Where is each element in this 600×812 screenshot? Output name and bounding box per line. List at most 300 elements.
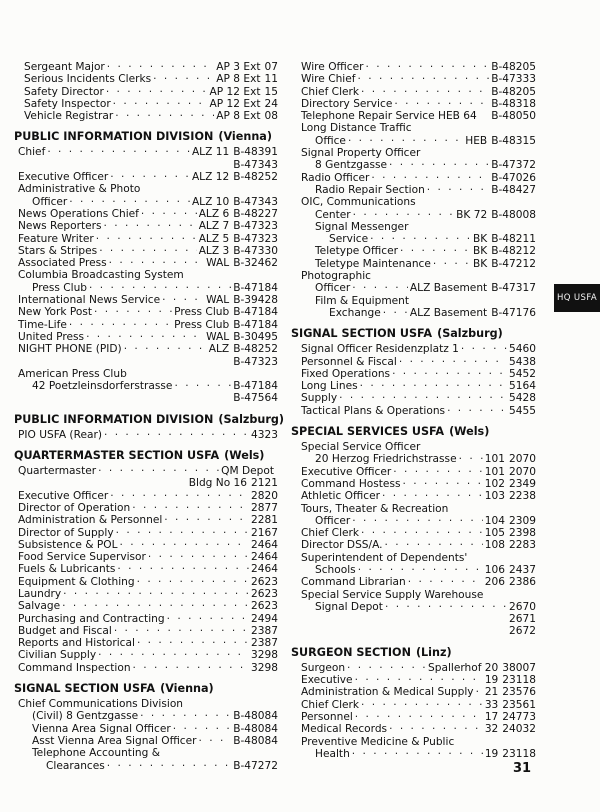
directory-entry (14, 171, 278, 183)
directory-entry (291, 576, 536, 588)
entry-label: Columbia Broadcasting System (18, 269, 184, 282)
dot-leader (115, 110, 214, 122)
entry-number: B-47317 (491, 282, 536, 295)
entry-number: 11 (264, 73, 278, 86)
directory-entry (14, 98, 278, 110)
section-heading (291, 647, 536, 662)
entry-number: B-47330 (233, 244, 278, 257)
entry-location: BK (472, 257, 488, 270)
directory-entry (14, 257, 278, 269)
directory-entry (14, 710, 278, 722)
dot-leader (361, 527, 483, 539)
entry-location: ALZ 6 (198, 207, 230, 220)
entry-label: (Civil) 8 Gentzgasse (32, 710, 139, 723)
entry-label: Teletype Officer (315, 245, 398, 258)
section-title: PUBLIC INFORMATION DIVISION (14, 412, 214, 426)
directory-entry (14, 282, 278, 294)
entry-label: Chief Clerk (301, 698, 360, 711)
entry-number: 23561 (502, 698, 536, 711)
entry-number: 4323 (251, 428, 278, 441)
entry-number: 5455 (509, 404, 536, 417)
directory-entry (291, 392, 536, 404)
dot-leader (385, 539, 483, 551)
entry-location: QM Depot (221, 465, 274, 478)
entry-label: News Operations Chief (18, 207, 139, 220)
entry-location: 101 (484, 465, 506, 478)
section-location: (Wels) (449, 425, 490, 439)
entry-number: 5164 (509, 380, 536, 393)
entry-number: 08 (264, 110, 278, 123)
dot-leader (393, 466, 483, 478)
entry-location: Bldg No 16 (188, 477, 248, 490)
entry-number: B-47323 (233, 232, 278, 245)
directory-entry (14, 600, 278, 612)
dot-leader (361, 86, 489, 98)
directory-entry (14, 723, 278, 735)
entry-location: 102 (484, 477, 506, 490)
entry-number: 23576 (502, 686, 536, 699)
entry-number: B-48252 (233, 343, 278, 356)
section-title: SPECIAL SERVICES USFA (291, 425, 445, 439)
dot-leader (348, 135, 463, 147)
dot-leader (96, 233, 197, 245)
dot-leader (358, 564, 483, 576)
directory-entry (291, 490, 536, 502)
section-tab-label: HQ USFA (556, 292, 598, 303)
entry-label: Executive Officer (18, 171, 109, 184)
entry-location: 21 (484, 686, 499, 699)
entry-label: Signal Officer Residenzplatz 1 (301, 343, 459, 356)
directory-entry (291, 61, 536, 73)
directory-entry (291, 723, 536, 735)
entry-number: 2623 (251, 587, 278, 600)
directory-entry (291, 539, 536, 551)
directory-entry (291, 245, 536, 257)
section-location: (Vienna) (218, 130, 272, 144)
entry-label: Special Service Supply Warehouse (301, 588, 484, 601)
entry-number: B-48211 (491, 233, 536, 246)
directory-entry (291, 625, 536, 637)
directory-entry (14, 637, 278, 649)
directory-entry (14, 698, 278, 710)
directory-entry (291, 98, 536, 110)
directory-entry (14, 319, 278, 331)
dot-leader (167, 613, 249, 625)
directory-entry (291, 159, 536, 171)
page-number: 31 (513, 761, 532, 776)
entry-label: Asst Vienna Area Signal Officer (32, 734, 197, 747)
entry-label: Associated Press (18, 257, 107, 270)
entry-label: Telephone Repair Service HEB 64 (301, 110, 477, 123)
entry-label: New York Post (18, 306, 93, 319)
entry-label: Feature Writer (18, 232, 94, 245)
entry-number: B-48050 (491, 110, 536, 123)
entry-number: B-48084 (233, 734, 278, 747)
directory-entry (291, 356, 536, 368)
directory-entry (291, 233, 536, 245)
directory-entry (291, 270, 536, 282)
directory-entry (291, 282, 536, 294)
directory-entry (14, 159, 278, 171)
section-heading (291, 328, 536, 343)
entry-number: 2464 (251, 551, 278, 564)
directory-entry (14, 269, 278, 281)
entry-number: 2623 (251, 600, 278, 613)
entry-number: B-48212 (491, 245, 536, 258)
entry-number: B-48318 (491, 97, 536, 110)
directory-entry (291, 478, 536, 490)
section-heading (14, 412, 285, 429)
directory-entry (291, 307, 536, 319)
entry-label: Quartermaster (18, 465, 97, 478)
entry-number: B-48205 (491, 61, 536, 73)
dot-leader (116, 527, 249, 539)
entry-number: 23118 (502, 747, 536, 760)
directory-entry (14, 183, 278, 195)
section-heading (14, 683, 278, 698)
entry-number: 2121 (251, 477, 278, 490)
dot-leader (89, 282, 231, 294)
directory-entry (291, 601, 536, 613)
entry-label: Command Hostess (301, 477, 401, 490)
directory-entry (14, 527, 278, 539)
dot-leader (98, 649, 249, 661)
directory-entry (291, 405, 536, 417)
entry-number: B-47184 (233, 318, 278, 331)
entry-number: 07 (264, 61, 278, 73)
entry-label: Sergeant Major (24, 61, 105, 73)
entry-number: B-47272 (233, 759, 278, 772)
entry-number: B-48315 (491, 134, 536, 147)
directory-entry (14, 220, 278, 232)
directory-entry (14, 61, 278, 73)
entry-number: 2398 (509, 527, 536, 540)
entry-number: B-47176 (491, 306, 536, 319)
entry-label: 42 Poetzleinsdorferstrasse (32, 380, 173, 393)
directory-entry (291, 147, 536, 159)
directory-entry (291, 135, 536, 147)
entry-label: United Press (18, 330, 85, 343)
entry-number: 15 (264, 85, 278, 98)
directory-entry (14, 539, 278, 551)
entry-label: Administration & Medical Supply (301, 686, 474, 699)
entry-location: WAL (206, 294, 230, 307)
entry-label: Center (315, 208, 351, 221)
directory-entry (291, 110, 536, 122)
dot-leader (459, 453, 483, 465)
entry-location: ALZ 3 (198, 244, 230, 257)
directory-entry (291, 184, 536, 196)
dot-leader (120, 539, 250, 551)
dot-leader (69, 196, 190, 208)
entry-label: Officer (315, 514, 351, 527)
dot-leader (339, 392, 507, 404)
dot-leader (360, 380, 507, 392)
entry-number: B-47564 (233, 392, 278, 405)
entry-number: B-48008 (491, 208, 536, 221)
directory-entry (291, 221, 536, 233)
entry-number: B-48427 (491, 183, 536, 196)
entry-label: Surgeon (301, 661, 346, 674)
entry-label: Safety Inspector (24, 97, 111, 110)
directory-entry (14, 662, 278, 674)
entry-number: 2167 (251, 526, 278, 539)
entry-location: Press Club (174, 318, 230, 331)
entry-location: Press Club (174, 306, 230, 319)
dot-leader (353, 209, 454, 221)
entry-label: Time-Life (18, 318, 67, 331)
entry-number: 2877 (251, 501, 278, 514)
entry-number: B-47184 (233, 281, 278, 294)
entry-number: 2671 (509, 613, 536, 626)
directory-entry (14, 613, 278, 625)
dot-leader (347, 662, 426, 674)
directory-entry (291, 515, 536, 527)
entry-number: 5438 (509, 355, 536, 368)
entry-label: Administrative & Photo (18, 183, 141, 196)
directory-entry (14, 368, 278, 380)
entry-label: Superintendent of Dependents' (301, 551, 468, 564)
dot-leader (433, 258, 471, 270)
directory-entry (14, 233, 278, 245)
entry-number: 5452 (509, 367, 536, 380)
entry-label: Personnel & Fiscal (301, 355, 397, 368)
dot-leader (124, 343, 207, 355)
entry-number: B-47184 (233, 380, 278, 393)
directory-entry (14, 625, 278, 637)
entry-number: 2387 (251, 624, 278, 637)
dot-leader (199, 735, 232, 747)
entry-number: 2283 (509, 539, 536, 552)
dot-leader (110, 490, 249, 502)
left-column (14, 61, 285, 772)
directory-entry (14, 477, 278, 489)
entry-location: 206 (484, 576, 506, 589)
entry-location: AP 12 Ext (209, 97, 261, 110)
entry-label: American Press Club (18, 367, 127, 380)
entry-label: Officer (32, 195, 68, 208)
section-location: (Linz) (415, 645, 452, 659)
entry-location: 108 (484, 539, 506, 552)
entry-label: Special Service Officer (301, 441, 421, 454)
entry-label: Radio Repair Section (315, 183, 425, 196)
entry-label: OIC, Communications (301, 196, 416, 209)
entry-label: Long Distance Traffic (301, 122, 412, 135)
entry-label: Officer (315, 282, 351, 295)
entry-number: 2820 (251, 489, 278, 502)
entry-location: ALZ 12 (191, 171, 230, 184)
dot-leader (394, 98, 489, 110)
right-column (291, 61, 536, 760)
entry-label: Subsistence & POL (18, 538, 118, 551)
dot-leader (69, 319, 172, 331)
entry-label: Film & Equipment (315, 294, 410, 307)
entry-location: 103 (484, 490, 506, 503)
entry-label: Food Service Supervisor (18, 551, 146, 564)
entry-label: Serious Incidents Clerks (24, 73, 152, 86)
directory-entry (291, 736, 536, 748)
dot-leader (94, 306, 172, 318)
section-heading (14, 131, 278, 146)
dot-leader (382, 490, 483, 502)
directory-entry (291, 196, 536, 208)
entry-number: 24773 (502, 710, 536, 723)
entry-label: Reports and Historical (18, 637, 135, 650)
dot-leader (352, 282, 408, 294)
entry-number: 2070 (509, 453, 536, 466)
dot-leader (370, 233, 471, 245)
directory-entry (291, 466, 536, 478)
entry-number: 23118 (502, 674, 536, 687)
entry-label: International News Service (18, 294, 161, 307)
entry-number: 2464 (251, 563, 278, 576)
entry-label: Safety Director (24, 85, 104, 98)
dot-leader (352, 515, 483, 527)
entry-location: ALZ 5 (198, 232, 230, 245)
directory-entry (14, 356, 278, 368)
entry-label: Press Club (32, 281, 88, 294)
entry-label: Command Librarian (301, 576, 406, 589)
directory-entry (291, 686, 536, 698)
entry-number: B-48252 (233, 171, 278, 184)
entry-label: Directory Service (301, 97, 393, 110)
dot-leader (109, 257, 204, 269)
dot-leader (63, 588, 249, 600)
entry-label: Photographic (301, 270, 371, 283)
entry-number: 2464 (251, 538, 278, 551)
entry-number: 2309 (509, 514, 536, 527)
entry-label: Director DSS/A. (301, 539, 383, 552)
entry-number: B-47323 (233, 355, 278, 368)
entry-label: PIO USFA (Rear) (18, 428, 102, 441)
entry-number: 38007 (502, 661, 536, 674)
directory-entry (14, 649, 278, 661)
entry-label: Chief Clerk (301, 85, 360, 98)
entry-number: B-47184 (233, 306, 278, 319)
directory-entry (14, 502, 278, 514)
dot-leader (110, 171, 190, 183)
dot-leader (98, 465, 219, 477)
entry-label: Executive Officer (18, 489, 109, 502)
directory-entry (291, 380, 536, 392)
entry-number: B-47212 (491, 257, 536, 270)
directory-entry (14, 208, 278, 220)
entry-label: 8 Gentzgasse (315, 159, 388, 172)
dot-leader (104, 429, 249, 441)
entry-label: Civilian Supply (18, 649, 97, 662)
dot-leader (371, 172, 489, 184)
directory-entry (14, 551, 278, 563)
directory-entry (291, 295, 536, 307)
directory-entry (14, 514, 278, 526)
section-title: SURGEON SECTION (291, 645, 411, 659)
entry-number: B-32462 (233, 257, 278, 270)
entry-label: Director of Supply (18, 526, 114, 539)
entry-location: AP 8 Ext (216, 73, 261, 86)
directory-entry (14, 429, 278, 441)
entry-label: Wire Officer (301, 61, 364, 73)
section-heading (14, 450, 278, 465)
directory-entry (14, 760, 278, 772)
entry-number: 2349 (509, 477, 536, 490)
dot-leader (99, 245, 197, 257)
entry-number: B-48084 (233, 710, 278, 723)
entry-label: Executive Officer (301, 465, 392, 478)
dot-leader (148, 551, 249, 563)
entry-label: Vienna Area Signal Officer (32, 722, 171, 735)
directory-entry (291, 613, 536, 625)
section-title: SIGNAL SECTION USFA (14, 682, 156, 696)
entry-number: B-48205 (491, 85, 536, 98)
dot-leader (447, 405, 507, 417)
dot-leader (86, 331, 204, 343)
entry-number: B-47372 (491, 159, 536, 172)
entry-label: Fuels & Lubricants (18, 563, 116, 576)
entry-location: 17 (484, 710, 499, 723)
entry-location: BK 72 (456, 208, 488, 221)
dot-leader (389, 159, 489, 171)
directory-entry (14, 73, 278, 85)
entry-number: B-48227 (233, 207, 278, 220)
entry-number: B-47323 (233, 220, 278, 233)
entry-location: ALZ (208, 343, 230, 356)
entry-label: Clearances (46, 759, 105, 772)
section-title: SIGNAL SECTION USFA (291, 327, 433, 341)
entry-number: 2437 (509, 563, 536, 576)
directory-entry (14, 747, 278, 759)
entry-label: Executive (301, 674, 353, 687)
directory-entry (291, 209, 536, 221)
entry-number: 2281 (251, 514, 278, 527)
directory-entry (291, 748, 536, 760)
entry-number: 5460 (509, 343, 536, 356)
entry-number: 2494 (251, 612, 278, 625)
directory-entry (14, 576, 278, 588)
directory-entry (14, 110, 278, 122)
entry-location: BK (472, 245, 488, 258)
directory-entry (14, 331, 278, 343)
section-heading (291, 426, 536, 441)
entry-location: ALZ 10 (191, 195, 230, 208)
directory-entry (291, 699, 536, 711)
entry-label: Medical Records (301, 723, 388, 736)
dot-leader (106, 86, 208, 98)
entry-number: 24032 (502, 723, 536, 736)
entry-label: Radio Officer (301, 171, 370, 184)
entry-location: HEB (465, 134, 488, 147)
entry-number: 2387 (251, 637, 278, 650)
section-location: (Wels) (224, 449, 265, 463)
entry-label: Salvage (18, 600, 61, 613)
section-title: QUARTERMASTER SECTION USFA (14, 449, 220, 463)
entry-location: AP 8 Ext (216, 110, 261, 123)
entry-location: 19 (484, 747, 499, 760)
entry-location: 19 (484, 674, 499, 687)
entry-number: 2238 (509, 490, 536, 503)
entry-number: 5428 (509, 392, 536, 405)
entry-label: Service (329, 233, 369, 246)
entry-number: 2623 (251, 575, 278, 588)
entry-number: B-48391 (233, 146, 278, 159)
directory-entry (291, 343, 536, 355)
dot-leader (392, 368, 507, 380)
entry-label: 20 Herzog Friedrichstrasse (315, 453, 457, 466)
entry-number: B-30495 (233, 330, 278, 343)
entry-label: Chief Communications Division (18, 698, 184, 711)
directory-entry (291, 258, 536, 270)
entry-number: 2670 (509, 600, 536, 613)
section-tab (554, 284, 600, 312)
